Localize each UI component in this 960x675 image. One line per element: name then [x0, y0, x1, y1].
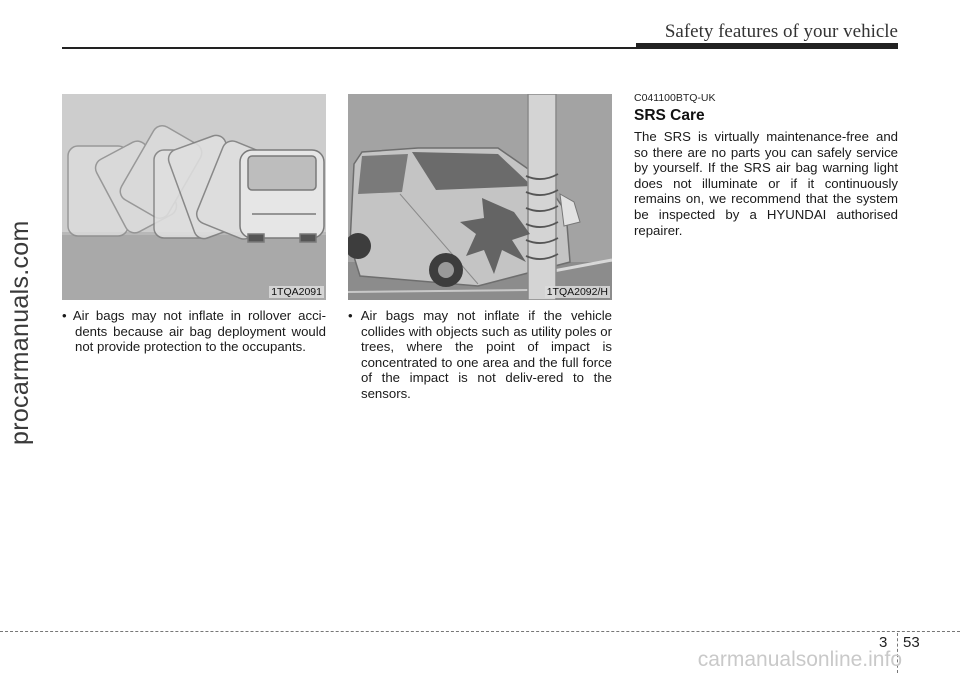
section-body: The SRS is virtually maintenance-free and so there are no parts you can safely service by yourself. If the SRS air bag warning light does not illuminate or if it continuously remains on, we recommend that the system be inspected by a HYUNDAI authorised repairer. [634, 129, 898, 238]
section-code: C041100BTQ-UK [634, 92, 716, 104]
figure-pole-impact [348, 94, 612, 300]
section-title: SRS Care [634, 107, 705, 124]
figure-label: 1TQA2092/H [546, 286, 608, 298]
pole-impact-illustration [348, 94, 612, 300]
header-rule-accent [636, 43, 898, 49]
header-title: Safety features of your vehicle [664, 21, 898, 42]
rollover-illustration [62, 94, 326, 300]
chapter-number: 3 [879, 634, 888, 651]
footer-watermark: carmanualsonline.info [697, 648, 902, 671]
footer-rule [0, 631, 960, 632]
bullet-pole-impact: • Air bags may not inflate if the vehicle collides with objects such as utility poles or trees, where the point of impact is concentrated to one area and the full force of the impact is not deliv-ered to the sensors. [348, 308, 612, 401]
figure-rollover [62, 94, 326, 300]
side-watermark: procarmanuals.com [6, 220, 34, 445]
figure-label: 1TQA2091 [271, 286, 322, 298]
bullet-rollover: • Air bags may not inflate in rollover acci-dents because air bag deployment would not provide protection to the occupants. [62, 308, 326, 355]
page-number: 53 [903, 634, 920, 651]
